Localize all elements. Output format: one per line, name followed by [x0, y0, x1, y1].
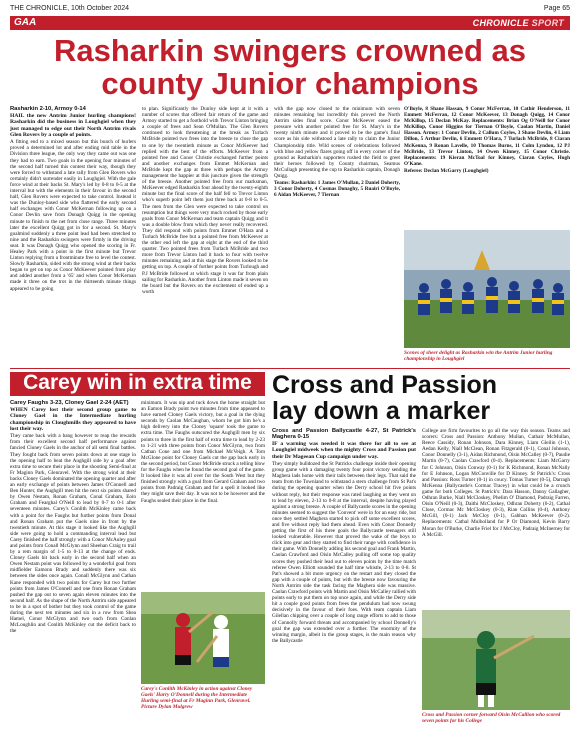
story2-body-1: They came back with a bang however to reap the rewards from their excellent second half performance against fancied Cloney Gaels in the anchor of all semi final battles. They fought back from seven points down at one stage in the opening half to beat the Aughgill side by a goal after extra time to secure their place in the shooting Semi-final at Fr Maginn Park, Glenravel. With the strong wind at their backs Cloney Gaels dominated the opening quarter and after an early exchange of points between James O'Connell and Ben Hunter, the Aughgill men hit the next six points shared by Owen Nestam, Ronan Graham, Conal Graham, Eoin Graham and Fearghal O'Neill to lead by 0-7 to 0-1 after seventeen minutes. Carey's Conlith McKinley came back with a point for the Faughs but further points from Donal and Ronan Graham put the Gaels nine in front by the twentieth minute. At this stage it looked like the Aughgill side were going to hold a commanding interval lead but Carey finished the half strongly with a Conor McAuley goal and points from Conall McGlynn and Sheehan Craig to trail by a rem margin of 1-5 to 0-13 at the change of ends. Cloney Gaels hit back early in the second half when an Owen Nestam point was followed by a wonderful goal from midfielder Eamonn Brady and suddenly there was six between the sides once again. Conall McGlynn and Cathan Kane responded with two points for Carey but two further points from James O'Connell and one from Ronan Graham pushed the gap out to seven again eleven minutes into the second half. As the shape of the North Antrim side appeared to be in a spot of bother but they took control of the game during the next ten minutes and six in a row from Shea Hamel, Conor McGlynn and two each from Conlan McLoughlin and Conlith McKinley cut the deficit back to the: [10, 433, 136, 635]
celebration-image: [404, 230, 570, 348]
story2-column-2: [141, 400, 265, 590]
story2-photo: [141, 592, 265, 684]
section-label: GAA: [14, 17, 37, 28]
brand-logo: [473, 16, 564, 30]
story3-photo-caption: Cross and Passion corner forward Oisin McCallion who scored seven points for his College: [422, 712, 561, 724]
story1-lead: HAIL the new Antrim Junior hurling champions! Rasharkin did the business in Loughgiel when they just managed to edge out their North Antrim rivals Glen Rovers by a couple of points.: [10, 113, 136, 138]
story1-body-4: [404, 106, 570, 167]
main-headline: Rasharkin swingers crowned as county Junior champions: [53, 33, 527, 101]
story3-column-1: [272, 428, 416, 728]
story2-score: Carey Faughs 3-23, Cloney Gael 2-24 (AET): [10, 400, 129, 406]
story1-column-4: [404, 106, 570, 226]
hurling-action-image: [141, 592, 265, 684]
story1-column-1: [10, 106, 136, 360]
story3-column-2: [422, 428, 570, 608]
brand-part-a: CHRONICLE: [472, 18, 529, 28]
story1-score: Rasharkin 2-10, Armoy 0-14: [10, 106, 86, 112]
section-divider: [10, 368, 570, 369]
story1-lineups: O'Boyle, 8 Shane Hassan, 9 Conor McFerran, 10 Cathir Henderson, 11 Emmett McFerran, 12 Conor McKeever, 13 Donagh Quigg, 14 Conor McKillop, 15 Declan McKay. Replacements: Brian Og O'Neill for Conor McKillop, Conor Higgins for Tiernan O'Boyle, Caolan Martin, Daniel Hasson. Armoy: 1 Conor Devlin, 2 Callum Coyles, 3 Shane Devlin, 4 Liam Dillon, 5 Arthur Devlin, 6 Emmett O'Hara, 7 Turlach McBride, 8 Ciaran McKenna, 9 Ronan Lavelle, 10 Thomas Burns, 11 Colm Lyndon, 12 PJ McBride, 13 Trevor Linton, 14 Owen Kinney, 15 Conor Christie. Replacements: 19 Kieran McToal for Kinney, Ciaran Coyles, Hugh O'Kane.: [404, 106, 570, 167]
story3-body-1: They simply bulldozed the St Patricks challenge inside their opening group game with a damaging twenty four point victory sending the Maghera lads home with their tails between their legs. That said the team from the Townland to withstand a stern challenge from St Pat's during the opening quarter when the Derry school hit five points without reply, but their response was rated laughing as they went on to lead by eleven, 2-13 to 0-8 at the interval, despite having played against a strong breeze. A couple of Ballycastle scores in the opening minutes seemed to suggest the 'Convent' were in for an easy ride, but once they settled Maghera started to pick off some excellent scores, and five without reply had them ahead. Even with Conor Donnelly getting the first of his three goals the Ballycastle teenagers still looked vulnerable. However that proved the wake of the boys to click into gear and they started to find their range with confidence in their game. With Donnelly adding his second goal and Frank Martin, Caolan Crawford and Oisin McCalley pulling off some top quality scores they pushed their lead out to eleven points by the time match referee Owen Elliott sounded the half time whistle, 2-13 to 0-8. St Pat's showed a bit more urgency on the restart and they closed the gap with a couple of points, but with the breeze now favouring the North Antrim side the task facing the Maghera side was massive. Caolan Crawford points with Martin and Oisin McCalley rallied with points early to put them on top once again, and while the Derry side hit a couple good points from frees the pendulum had now swung decisively in the favour of their foes. With team captain Liam Gilellan chipping over a couple of long range efforts to add to those of Connolly forward threats and accompanied by school Donnelly's goal the gap was extended over a further. The enormity of the winning margin, albeit in the group stages, is the main reason why the Ballycastle: [272, 461, 416, 644]
story1-column-3: [274, 106, 400, 360]
story3-lead: IF a warning was needed it was there for all to see at Loughgiel midweek when the mighty Cross and Passion put their Dr Mageean Cup campaign under way.: [272, 441, 416, 460]
story1-teams: [274, 180, 400, 198]
story2-body-2: minimum. It was nip and tuck down the home straight but an Eamon Brady point two minutes from time appeared to have earned Cloney Gaels victory, but a goal in the dying seconds by Caolan McCaughan, whom he got him he's a high delivery into the Cloney 'square' took the game to extra time. The Faughs outscored the Aughgill men by six points to three in the first half of extra time to lead by 2-23 to 1-21 with three points from Conor McGlynn, two from Cathan Cone and one from Michael McVeigh. A Tom McGlone point for Cloney Gaels cut the gap back early in the second period, but Conor McBride struck a telling blow for the Faughs when he found the second goal of the game. It looked like it was all over for the South West but they finished strongly with a goal from Gerard Graham and two points from Padraig Graham and for a spell it looked like they might save their day. It was not to be however and the Faughs sealed their place in the final.: [141, 400, 265, 504]
page-number: Page 65: [543, 4, 570, 12]
brand-part-b: SPORT: [531, 18, 564, 28]
story2-photo-caption: Carey's Conlith McKinley in action against Cloney Gaels' Harry O'Donnell during the Intermediate Hurling semi-final at Fr Maginn Park, Glenravel. Picture Dylan Mulgrew: [141, 686, 253, 710]
player-image: [422, 610, 570, 710]
story2-lead: WHEN Carey lost their second group game to Cloney Gael in the Intermediate hurling championship in Cloughmills they appeared to have lost their way.: [10, 407, 136, 432]
story1-teams-text: Teams: Rasharkin: 1 James O'Mullan, 2 Daniel Doherty, 3 Conor Doherty, 4 Cosmas Donaghy, 5 Ruairi O'Boyle, 6 Aidan McKeever, 7 Tiernan: [274, 180, 400, 199]
story1-body-1: A fitting end to a mixed season but this bunch of hurlers proved a determined lot and after ending mid table in the Division three league, the only way they came out was one they had to earn. Two goals in the opening four minutes of the second half turned this contest their way, though they were forced to withstand a late rally from Glen Rovers who certainly didn't surrender easily in Loughgiel. With the gale force wind at their backs St. Mary's led by 0-8 to 0-5 at the interval but with the elements in their favour in the second half, Glen Rovers were expected to take control. Instead it was the Dunloy-based side who flattered the early second half exchanges with Conor McKernan following up on a Conor Devlin save from Donagh Quigg in the opening minute to finish to the net from close range. Three minutes later the excellent Quigg got in for a second. St. Mary's goalmind suddenly a three point lead had been stretched to nine and the Rasharkin swingers were firmly in the driving seat. It was Donagh Quigg who opened the scoring in Fr. Healey Park with a point in the first minute but Trevor Linton replying from a frontminute free to level the contest. Slowly Rasharkin, sided with the strong wind at their backs began to get on top as Conor McKeever pointed from play and added another from a '65' and when Conor McKernan made it three on the trot in the thirteenth minute things appeared to be going: [10, 139, 136, 292]
story3-headline-line-2: lay down a marker: [272, 397, 491, 425]
story1-photo-caption: Scenes of sheer delight as Rasharkin win the Antrim Junior hurling championship in Loughgiel: [404, 350, 553, 362]
story3-headline: [272, 372, 570, 424]
story3-headline-line-1: Cross and Passion: [272, 371, 498, 399]
story1-body-2: to plan. Significantly the Dunloy side kept at it with a number of scores that offered fair return of the game and Armoy started to get a foothold with Trevor Linton bringing a couple of frees and Sean O'Mullan. The Glen Rovers continued to look threatening at the break as Turlach McBride pointed two frees into the breeze to close the gap to one by the twentieth minute as Conor McKeever had replied with the best of the efforts. McKeever from a pointed free and Conor Christie exchanged further points and another exchanges from Emmet McKernan and McBride kept the gap at three with perhaps the Armoy management the happier at this juncture given the strength of the breeze. Another pointed free from our marksman, McKeever edged Rasharkin four ahead by the twenty-eighth minute but the final score of the half fell to Trevor Linton who's superb point left them just three back at 0-8 to 0-5. The men from the Glen were expected to take control on resumption but things were very much rocked by those early goals from Conor McKernan and team captain Quigg and it was a double blow from which they never really recovered. They did respond with points from Emmet O'Hara and a Turlach McBride free but a pointed free from McKeever at the other end left the gap at eight at the end of the third quarter. Two pointed frees from Turlach McBride and two more from Trevor Linton had it back to four with twelve minutes remaining and at this stage the Rovers looked to be getting on top. A couple of further points from Turlough and P.J McBride followed at which stage it was far from plain sailing for Rasharkin. Another from Linton made it seven on the board but the Rovers on the excitement of ended up a worth: [142, 106, 268, 295]
section-banner: [10, 16, 570, 30]
story1-body-3: with the gap now closed to the minimum with seven minutes remaining but incredibly this proved the North Antrim sides final score. Conor McKeever eased the pressure with another pointed free for St. Mary's in the twenty ninth minute and it proved to be the game's final score as his side withstood a late rally to claim the Junior Championship title. Wild scenes of celebrations followed with blue and yellow flares going off in every corner of the ground as Rasharkin's supporters rushed the field to greet their heroes followed by County chairman, Seamus McCullagh presenting the cup to Rasharkin captain, Donagh Quigg.: [274, 106, 400, 180]
story3-score: Cross and Passion Ballycastle 4-27, St Patrick's Maghera 0-15: [272, 428, 416, 441]
story1-referee-text: Referee: Declan McGarry (Loughgiel): [404, 167, 489, 174]
story2-column-1: [10, 400, 136, 728]
story2-headline: Carey win in extra time: [10, 372, 265, 396]
story3-body-2: College are firm favourites to go all the way this season. Teams and scorers: Cross and Passion: Anthony Mullan, Cathair McMullan, Reece Cassidy, Ronan Johnson, Dara Kinney, Liam Gleilin (1-1), Aedan Kelly, Niall McClean, Ronan Fitzgerald (0-1), Conal Johnson, Conor Donnelly (3-1), Aidan Richmond, Oisin McCalley (0-7), Paudie Martin (0-7), Caolan Crawford (0-4). Replacements: Liam McGarry for C Johnson, Oisin Conway (0-1) for K Richmond, Ronan McNally for E Johnson, Logan McConville for D Kinney. St Patrick's: Cross and Passion: Ross Turner (0-1) in coucy. Tomas Turner (0-5), Darragh McKenna (Ballycastle's Cormac Tracey) in what could be a crunch game for both Colleges. St Patrick's: Dara Hasson, Danny Gallagher, Odhran Burke, Niall McCloskey, Phelim O' Diamond, Padraig Farren, Oisin O'Neill (0-3), Daithi McCloskey, Odhran Doherty (0-2), Cathal Close, Cormac Mc McCloskey (0-3), Rian Collins (0-4), Anthony McGill, (0-1) Jack McCloy (0-1), Gabhan McKeever (0-2). Replacements: Cathal Mulholland for P Or Diamond, Kevin Barry Moran for O'Burke, Charlie Friel for J McCloy, Padraig McInerney for A McGill.: [422, 428, 570, 538]
story1-photo: [404, 230, 570, 348]
publication-date: THE CHRONICLE, 10th October 2024: [10, 4, 130, 12]
story1-column-2: [142, 106, 268, 360]
page-header: [10, 2, 570, 14]
story1-referee: [404, 168, 570, 174]
story3-photo: [422, 610, 570, 710]
